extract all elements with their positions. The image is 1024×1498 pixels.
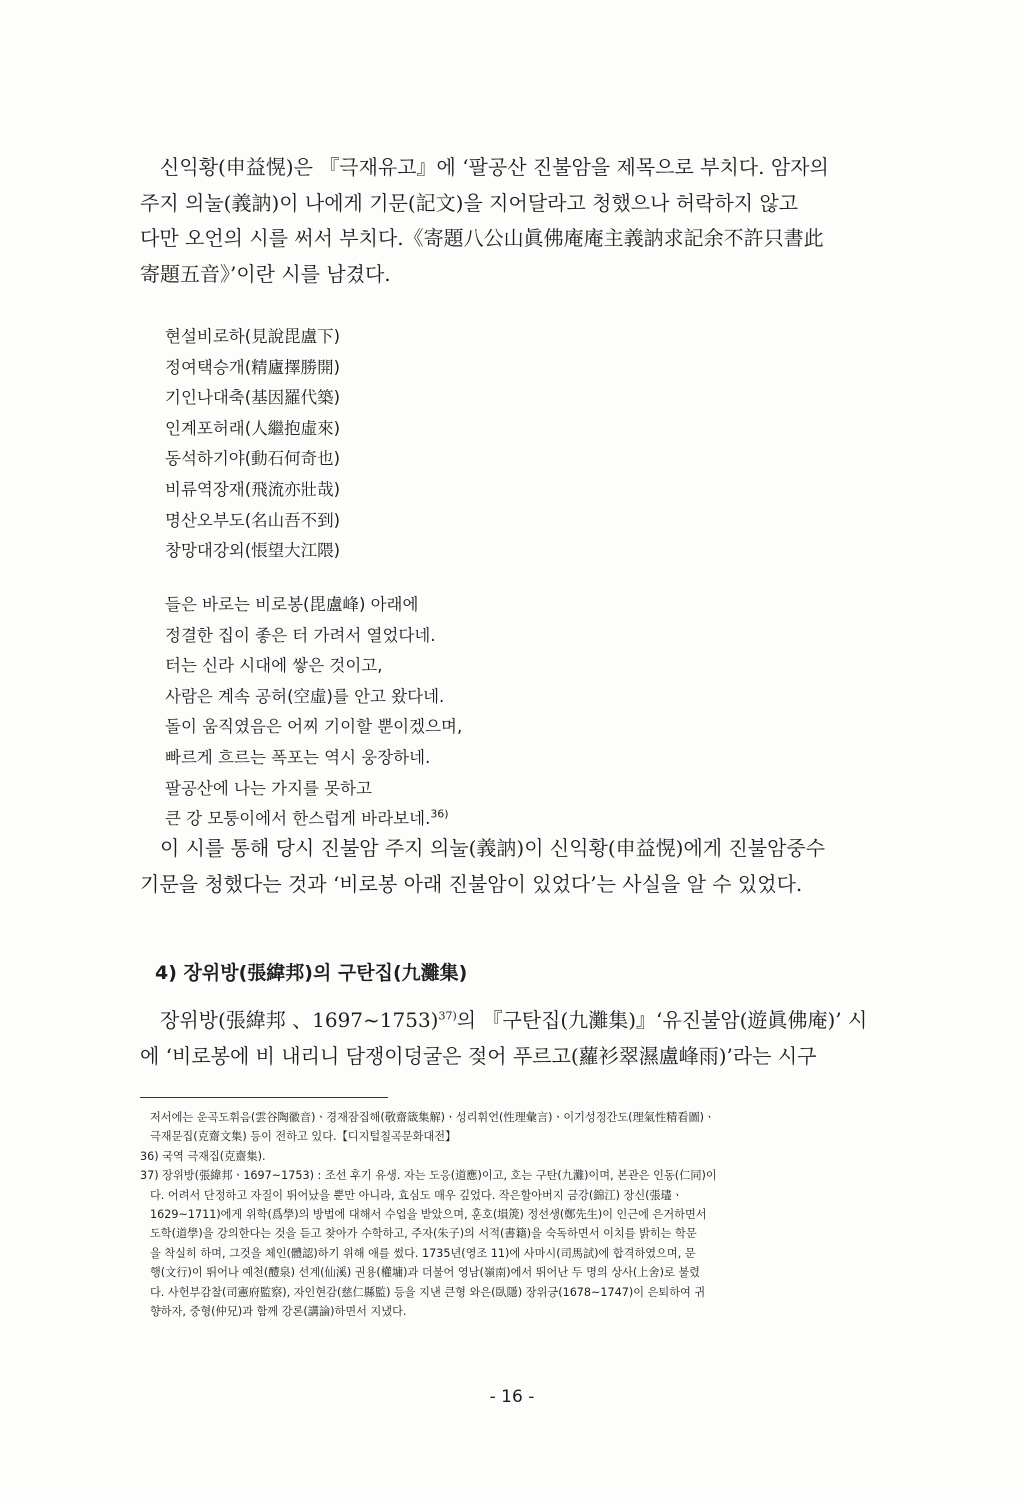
footnote-ref-36: 36) [430, 807, 449, 821]
footnote-line: 극재문집(克齋文集) 등이 전하고 있다.【디지털칠곡문화대전】 [150, 1130, 457, 1144]
poem-line: 팔공산에 나는 가지를 못하고 [165, 778, 373, 798]
poem-line: 정결한 집이 좋은 터 가려서 열었다네. [165, 625, 436, 645]
text-segment: 장위방(張緯邦 、1697~1753) [160, 1008, 439, 1032]
poem-original-hanja [165, 322, 340, 567]
poem-line: 돌이 움직였음은 어찌 기이할 뿐이겠으며, [165, 717, 463, 737]
text-line: 신익황(申益愰)은 『극재유고』에 ‘팔공산 진불암을 제목으로 부치다. 암자의 [160, 155, 829, 179]
poem-line: 정여택승개(精廬擇勝開) [165, 357, 341, 377]
footnotes [140, 1108, 890, 1321]
poem-line: 사람은 계속 공허(空虛)를 안고 왔다네. [165, 686, 445, 706]
footnote-ref-37: 37) [438, 1009, 457, 1023]
footnote-divider [140, 1097, 388, 1098]
intro-paragraph [140, 150, 888, 292]
poem-translation [165, 590, 462, 835]
footnote-line: 향하자, 중형(仲兄)과 함께 강론(講論)하면서 지냈다. [150, 1305, 407, 1319]
conclusion-paragraph [140, 831, 888, 902]
footnote-line: 도학(道學)을 강의한다는 것을 듣고 찾아가 수학하고, 주자(朱子)의 서적(書籍)을 숙독하면서 이치를 밝히는 학문 [150, 1227, 697, 1241]
poem-line: 창망대강외(悵望大江隈) [165, 541, 341, 561]
footnote-line: 1629~1711)에게 위학(爲學)의 방법에 대해서 수업을 받았으며, 훈호(塤箎) 정선생(鄭先生)이 인근에 은거하면서 [150, 1208, 707, 1222]
text-line: 기문을 청했다는 것과 ‘비로봉 아래 진불암이 있었다’는 사실을 알 수 있었다. [140, 871, 803, 896]
text-segment: 의 『구탄집(九灘集)』‘유진불암(遊眞佛庵)’ 시 [456, 1008, 868, 1032]
poem-line: 비류역장재(飛流亦壯哉) [165, 479, 341, 499]
poem-line: 현설비로하(見說毘盧下) [165, 327, 341, 346]
footnote-line: 저서에는 운곡도휘음(雲谷陶徽音)ㆍ경재잠집해(敬齋箴集解)ㆍ성리휘언(性理彙言)ㆍ이기성정간도(理氣性精看圖)ㆍ [150, 1111, 715, 1124]
section-paragraph [140, 1003, 888, 1074]
poem-line: 인계포허래(人繼抱虛來) [165, 418, 341, 438]
poem-line: 명산오부도(名山吾不到) [165, 510, 341, 530]
footnote-line: 다. 어려서 단정하고 자질이 뛰어났을 뿐만 아니라, 효심도 매우 깊었다. 작은할아버지 금강(錦江) 장신(張璶ㆍ [150, 1188, 683, 1202]
poem-line: 기인나대축(基因羅代築) [165, 388, 341, 408]
page-number: - 16 - [489, 1387, 535, 1407]
section-heading: 4) 장위방(張緯邦)의 구탄집(九灘集) [155, 962, 468, 984]
text-line: 주지 의눌(義訥)이 나에게 기문(記文)을 지어달라고 청했으나 허락하지 않고 [140, 190, 799, 215]
footnote-line: 행(文行)이 뛰어나 예천(醴泉) 선계(仙溪) 권용(權墉)과 더불어 영남(嶺南)에서 뛰어난 두 명의 상사(上舍)로 불렸 [150, 1266, 700, 1280]
poem-line: 들은 바로는 비로봉(毘盧峰) 아래에 [165, 595, 419, 614]
poem-line: 동석하기야(動石何奇也) [165, 449, 341, 469]
footnote-line: 37) 장위방(張緯邦ㆍ1697~1753) : 조선 후기 유생. 자는 도응(道應)이고, 호는 구탄(九灘)이며, 본관은 인동(仁同)이 [140, 1169, 717, 1183]
text-line [140, 1003, 888, 1039]
text-line: 이 시를 통해 당시 진불암 주지 의눌(義訥)이 신익황(申益愰)에게 진불암중수 [160, 836, 826, 860]
text-line: 다만 오언의 시를 써서 부치다.《寄題八公山眞佛庵庵主義訥求記余不許只書此 [140, 226, 824, 250]
footnote-line: 다. 사헌부감찰(司憲府監察), 자인현감(慈仁縣監) 등을 지낸 큰형 와은(臥隱) 장위긍(1678~1747)이 은퇴하여 귀 [150, 1285, 706, 1299]
poem-line-text: 큰 강 모퉁이에서 한스럽게 바라보네. [165, 809, 431, 829]
poem-line: 터는 신라 시대에 쌓은 것이고, [165, 656, 383, 676]
text-line: 寄題五音》’이란 시를 남겼다. [140, 261, 391, 286]
footnote-line: 36) 국역 극재집(克齋集). [140, 1149, 266, 1163]
text-line: 에 ‘비로봉에 비 내리니 담쟁이덩굴은 젖어 푸르고(蘿衫翠濕盧峰雨)’라는 시구 [140, 1043, 817, 1068]
poem-line: 빠르게 흐르는 폭포는 역시 웅장하네. [165, 747, 431, 767]
footnote-line: 을 착실히 하며, 그것을 체인(體認)하기 위해 애를 썼다. 1735년(영조 11)에 사마시(司馬試)에 합격하였으며, 문 [150, 1246, 696, 1260]
